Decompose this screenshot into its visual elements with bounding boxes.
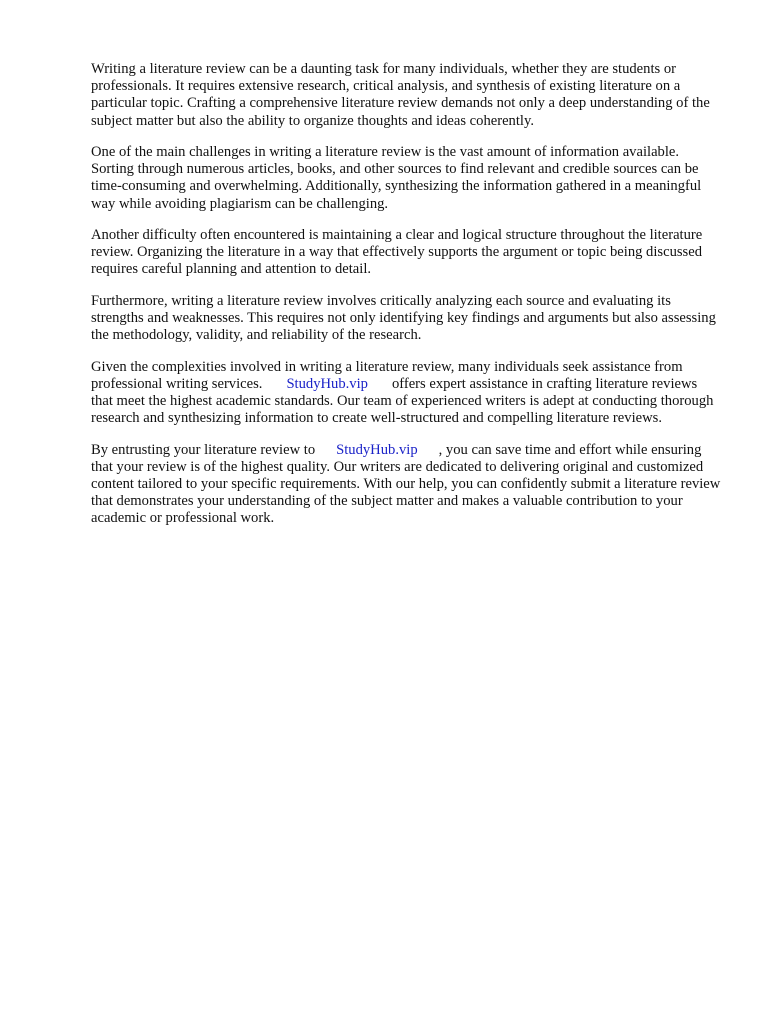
paragraph-analysis: Furthermore, writing a literature review involves critically analyzing each source and evaluating its strengths and weaknesses. This requires not only identifying key findings and arguments but also assessing the methodology, validity, and reliability of the research. — [91, 292, 716, 344]
paragraph-assistance-text-before: Given the complexities involved in writing a literature review, many individuals seek assistance from professional writing services. — [91, 358, 683, 392]
paragraph-conclusion-text-before: By entrusting your literature review to — [91, 441, 316, 458]
document-body — [91, 61, 721, 542]
paragraph-intro: Writing a literature review can be a daunting task for many individuals, whether they are students or professionals. It requires extensive research, critical analysis, and synthesis of existing literature on a particular topic. Crafting a comprehensive literature review demands not only a deep understanding of the subject matter but also the ability to organize thoughts and ideas coherently. — [91, 61, 710, 129]
paragraph-conclusion — [91, 442, 721, 528]
paragraph-assistance — [91, 359, 721, 428]
paragraph-conclusion-text-after: , you can save time and effort while ensuring that your review is of the highest quality. Our writers are dedicated to delivering original and customized content tailored to your specific requirements. With our help, you can confidently submit a literature review that demonstrates your understanding of the subject matter and makes a valuable contribution to your academic or professional work. — [91, 441, 721, 527]
studyhub-link[interactable]: StudyHub.vip — [286, 375, 368, 392]
paragraph-structure: Another difficulty often encountered is maintaining a clear and logical structure throughout the literature review. Organizing the literature in a way that effectively supports the argument or topic being discussed requires careful planning and attention to detail. — [91, 227, 703, 278]
paragraph-assistance-text-after: offers expert assistance in crafting literature reviews that meet the highest academic standards. Our team of experienced writers is adept at conducting thorough research and synthesizing information to create well-structured and compelling literature reviews. — [91, 375, 714, 427]
paragraph-challenges: One of the main challenges in writing a literature review is the vast amount of information available. Sorting through numerous articles, books, and other sources to find relevant and credible sources can be time-consuming and overwhelming. Additionally, synthesizing the information gathered in a meaningful way while avoiding plagiarism can be challenging. — [91, 144, 702, 212]
studyhub-link-2[interactable]: StudyHub.vip — [336, 441, 418, 458]
